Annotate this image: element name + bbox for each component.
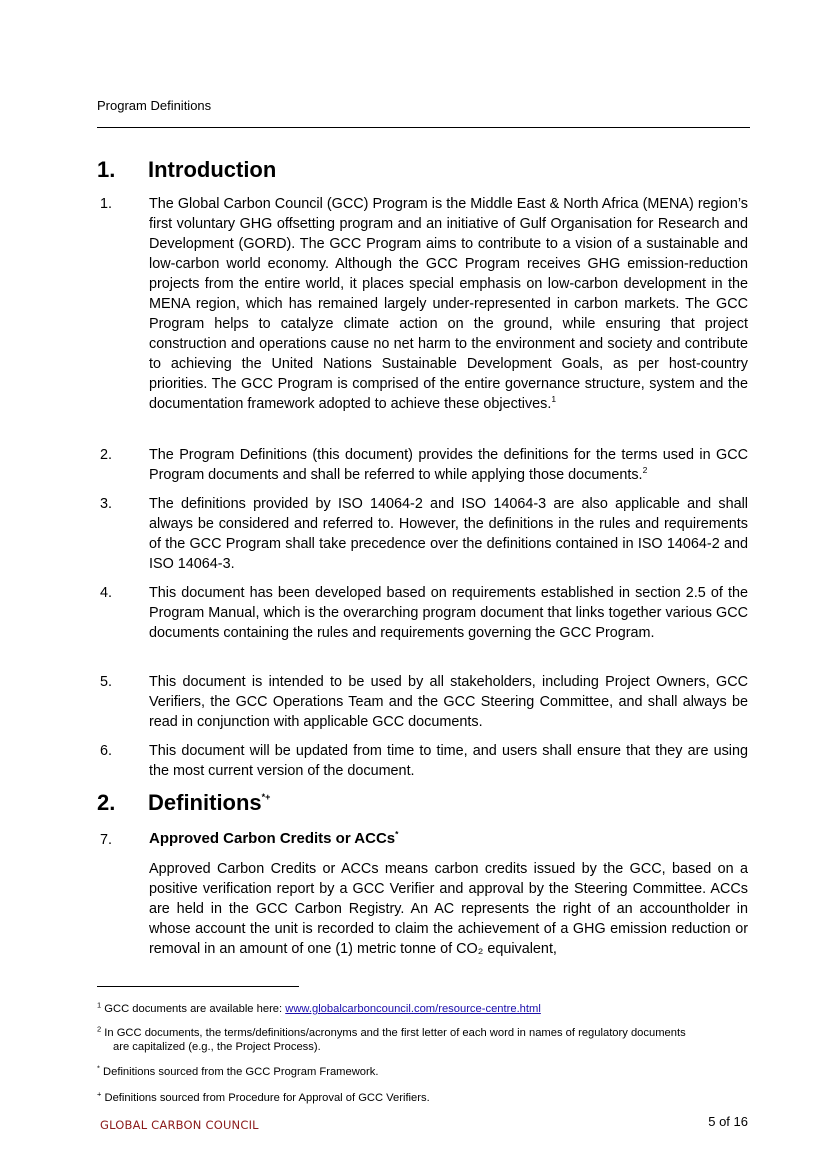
paragraph xyxy=(149,583,748,643)
definition-body xyxy=(149,859,748,959)
paragraph xyxy=(149,445,748,485)
paragraph-number: 7. xyxy=(100,832,113,848)
footnote-ref: 2 xyxy=(642,465,648,476)
footnote-text: GCC documents are available here: xyxy=(104,1003,283,1015)
footnote-4 xyxy=(97,1091,750,1105)
section-2-title-wrap xyxy=(148,790,270,816)
paragraph-number: 1. xyxy=(100,196,113,212)
footnote-mark: 2 xyxy=(97,1024,102,1034)
paragraph xyxy=(149,741,748,781)
footnote-2 xyxy=(97,1026,750,1054)
running-header: Program Definitions xyxy=(97,98,212,113)
footnote-ref: * xyxy=(395,829,399,839)
footnote-text-continued: are capitalized (e.g., the Project Process). xyxy=(113,1041,321,1053)
footnote-3 xyxy=(97,1065,750,1079)
footnote-ref: *+ xyxy=(261,791,271,802)
footnote-text: In GCC documents, the terms/definitions/acronyms and the first letter of each word in names of regulatory documents xyxy=(104,1027,686,1039)
paragraph-number: 5. xyxy=(100,674,113,690)
paragraph xyxy=(149,494,748,574)
paragraph-number: 2. xyxy=(100,447,113,463)
footnote-1 xyxy=(97,1002,750,1016)
paragraph-text: This document will be updated from time to time, and users shall ensure that they are using the most current version of the document. xyxy=(149,743,748,779)
paragraph-text: This document is intended to be used by all stakeholders, including Project Owners, GCC Verifiers, the GCC Operations Team and the GCC Steering Committee, and shall always be read in conjunction with applicable GCC documents. xyxy=(149,674,748,730)
definition-term xyxy=(149,829,398,849)
definition-term-text: Approved Carbon Credits or ACCs xyxy=(149,830,396,847)
footer-organization: GLOBAL CARBON COUNCIL xyxy=(100,1118,259,1132)
section-2-title: Definitions xyxy=(148,790,262,815)
section-1-title: Introduction xyxy=(148,157,277,182)
footnote-divider xyxy=(97,986,299,987)
footnote-ref: 1 xyxy=(551,394,557,405)
paragraph-text: The Program Definitions (this document) provides the definitions for the terms used in GCC Program documents and shall be referred to while applying those documents. xyxy=(149,447,748,483)
paragraph xyxy=(149,672,748,732)
footnote-mark: * xyxy=(97,1063,100,1073)
header-divider xyxy=(97,127,750,128)
footnote-mark: + xyxy=(97,1089,102,1099)
paragraph xyxy=(149,194,748,414)
page-number: 5 of 16 xyxy=(708,1114,748,1129)
section-1-number: 1. xyxy=(97,157,116,182)
definition-body-text: Approved Carbon Credits or ACCs means carbon credits issued by the GCC, based on a positive verification report by a GCC Verifier and approval by the Steering Committee. ACCs are held in the GCC Carbon Registry. An AC represents the right of an accountholder in whose account the unit is recorded to claim the achievement of a GHG emission reduction or removal in an amount of one (1) metric tonne of CO₂ equivalent, xyxy=(149,861,748,957)
paragraph-number: 3. xyxy=(100,496,113,512)
paragraph-text: The definitions provided by ISO 14064-2 and ISO 14064-3 are also applicable and shall always be considered and referred to. However, the definitions in the rules and requirements of the GCC Program shall take precedence over the definitions contained in ISO 14064-2 and ISO 14064-3. xyxy=(149,496,748,572)
paragraph-text: The Global Carbon Council (GCC) Program is the Middle East & North Africa (MENA) region’s first voluntary GHG offsetting program and an initiative of Gulf Organisation for Research and Development (GORD). The GCC Program aims to contribute to a vision of a sustainable and low-carbon world economy. Although the GCC Program receives GHG emission-reduction projects from the entire world, it places special emphasis on low-carbon development in the MENA region, which has remained largely under-represented in carbon markets. The GCC Program helps to catalyze climate action on the ground, while ensuring that project construction and operations cause no net harm to the environment and society and contribute to achieving the United Nations Sustainable Development Goals, as per host-country priorities. The GCC Program is comprised of the entire governance structure, system and the documentation framework adopted to achieve these objectives. xyxy=(149,196,748,412)
paragraph-number: 4. xyxy=(100,585,113,601)
footnote-text: Definitions sourced from Procedure for Approval of GCC Verifiers. xyxy=(104,1092,430,1104)
footnote-text: Definitions sourced from the GCC Program Framework. xyxy=(103,1066,379,1078)
footnote-mark: 1 xyxy=(97,1000,102,1010)
paragraph-text: This document has been developed based on requirements established in section 2.5 of the Program Manual, which is the overarching program document that links together various GCC documents containing the rules and requirements governing the GCC Program. xyxy=(149,585,748,641)
section-2-number: 2. xyxy=(97,790,116,815)
paragraph-number: 6. xyxy=(100,743,113,759)
resource-centre-link[interactable]: www.globalcarboncouncil.com/resource-centre.html xyxy=(285,1003,541,1015)
